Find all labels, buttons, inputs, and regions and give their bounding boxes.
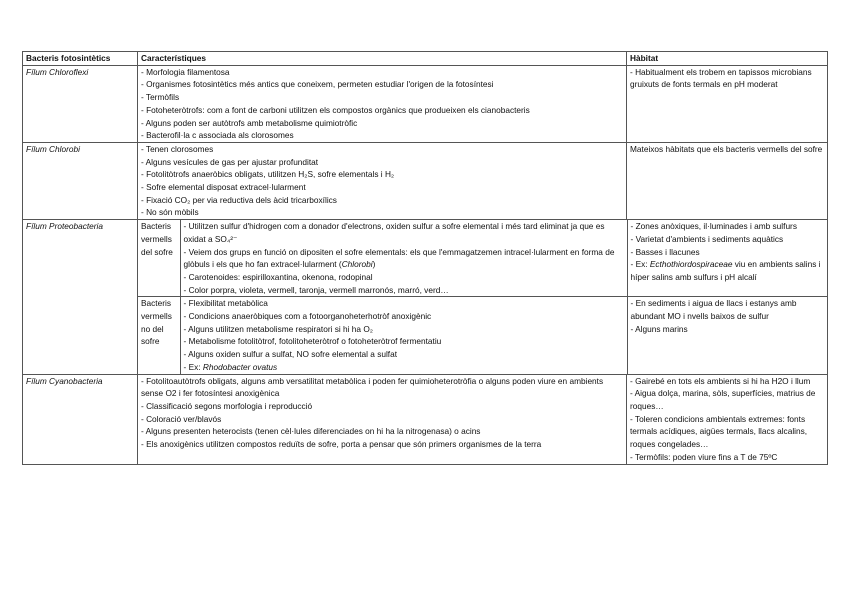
list-item: - Veiem dos grups en funció on dipositen el sofre elementals: els que l'emmagatzemen intracel·lularment en forma de glòbuls i els que ho fan extracel·lularment (Chlorobi)	[183, 246, 615, 270]
list-item: - Metabolisme fotolitòtrof, fotolitoheteròtrof o fotoheteròtrof fermentatiu	[183, 336, 442, 347]
list-item: - Varietat d'ambients i sediments aquàtics	[630, 233, 784, 244]
characteristics-cell	[138, 142, 627, 219]
list-item: - Alguns marins	[630, 323, 688, 334]
list-item: - Zones anòxiques, il·luminades i amb sulfurs	[630, 221, 797, 232]
characteristics-cell	[180, 297, 627, 374]
phylum-name: Fílum Chloroflexi	[23, 65, 138, 142]
list-item: - Sofre elemental disposat extracel·lularment	[141, 182, 306, 193]
list-item: - Condicions anaeròbiques com a fotoorganoheterhotròf anoxigènic	[183, 311, 432, 322]
habitat-cell	[627, 220, 827, 297]
table-row	[23, 142, 828, 219]
phylum-name: Fílum Proteobacteria	[23, 220, 138, 374]
phylum-name: Fílum Chlorobi	[23, 142, 138, 219]
list-item: - Els anoxigènics utilitzen compostos reduïts de sofre, porta a pensar que són primers organismes de la terra	[141, 439, 542, 450]
table-row	[23, 374, 828, 464]
list-item: - No són mòbils	[141, 207, 199, 218]
habitat-cell	[627, 142, 828, 219]
list-item: - Coloració ver/blavós	[141, 413, 222, 424]
list-item: - Aigua dolça, marina, sòls, superfícies, matrius de roques…	[630, 388, 816, 411]
table-row	[23, 220, 828, 374]
list-item: - Alguns utilitzen metabolisme respiratori si hi ha O₂	[183, 323, 374, 334]
list-item: Mateixos hàbitats que els bacteris vermells del sofre	[630, 143, 823, 154]
table-row	[23, 65, 828, 142]
habitat-cell	[627, 374, 828, 464]
list-item: - Toleren condicions ambientals extremes: fonts termals acídiques, aigües termals, llacs alcalins, roques congelades…	[630, 413, 808, 450]
header-bacteria: Bacteris fotosintètics	[23, 52, 138, 66]
subgroup-row	[138, 220, 827, 297]
characteristics-cell	[180, 220, 627, 297]
list-item: - Bacterofil·la c associada als clorosomes	[141, 130, 294, 141]
bacteria-table	[22, 51, 828, 465]
characteristics-cell	[138, 374, 627, 464]
list-item: - Color porpra, violeta, vermell, taronja, vermell marronós, marró, verd…	[183, 284, 449, 295]
list-item: - Flexibilitat metabòlica	[183, 298, 268, 309]
list-item: - Alguns poden ser autòtrofs amb metabolisme quimiotròfic	[141, 117, 358, 128]
list-item: - Fixació CO₂ per via reductiva dels àcid tricarboxílics	[141, 194, 337, 205]
list-item: - Termòfils: poden viure fins a T de 75ºC	[630, 451, 778, 462]
list-item: - Basses i llacunes	[630, 246, 700, 257]
habitat-cell	[627, 65, 828, 142]
list-item: - Organismes fotosintètics més antics que coneixem, permeten estudiar l'origen de la fotosíntesi	[141, 79, 494, 90]
list-item: - Tenen clorosomes	[141, 143, 214, 154]
subgroup-row	[138, 297, 827, 374]
list-item: - Habitualment els trobem en tapissos microbians gruixuts de fonts termals en pH moderat	[630, 66, 812, 90]
list-item: - Alguns presenten heterocists (tenen cèl·lules diferenciades on hi ha la nitrogenasa) o acins	[141, 426, 481, 437]
list-item: - Utilitzen sulfur d'hidrogen com a donador d'electrons, oxiden sulfur a sofre elemental i més tard eliminat ja que es oxidat a SO₄²⁻	[183, 221, 605, 244]
subgroup-label: Bacteris vermells del sofre	[138, 220, 180, 297]
list-item: - Ex: Ecthothiordospiraceae viu en ambients salins i híper salins amb sulfurs i pH alcalí	[630, 259, 821, 282]
habitat-cell	[627, 297, 827, 374]
list-item: - Ex: Rhodobacter ovatus	[183, 361, 278, 372]
list-item: - Morfologia filamentosa	[141, 66, 230, 77]
list-item: - Fotolitòtrofs anaeròbics obligats, utilitzen H₂S, sofre elementals i H₂	[141, 169, 395, 180]
header-characteristics: Característiques	[138, 52, 627, 66]
header-habitat: Hàbitat	[627, 52, 828, 66]
list-item: - Gairebé en tots els ambients si hi ha H2O i llum	[630, 375, 811, 386]
list-item: - Termòfils	[141, 92, 180, 103]
list-item: - Fotoheteròtrofs: com a font de carboni utilitzen els compostos orgànics que produeixen els cianobacteris	[141, 104, 530, 115]
list-item: - Fotolitoautòtrofs obligats, alguns amb versatilitat metabòlica i poden fer quimioheterotròfia o alguns poden viure en ambients sense O2 i fer fotosíntesi anoxigènica	[141, 375, 604, 399]
list-item: - Classificació segons morfologia i reproducció	[141, 400, 313, 411]
proteobacteria-subtable-cell	[138, 220, 828, 374]
phylum-name: Fílum Cyanobacteria	[23, 374, 138, 464]
header-row	[23, 52, 828, 66]
subgroup-label: Bacteris vermells no del sofre	[138, 297, 180, 374]
list-item: - En sediments i aigua de llacs i estanys amb abundant MO i nvells baixos de sulfur	[630, 298, 797, 322]
list-item: - Alguns oxiden sulfur a sulfat, NO sofre elemental a sulfat	[183, 349, 398, 360]
list-item: - Alguns vesícules de gas per ajustar profunditat	[141, 156, 319, 167]
list-item: - Carotenoides: espirilloxantina, okenona, rodopinal	[183, 271, 373, 282]
characteristics-cell	[138, 65, 627, 142]
proteobacteria-subtable	[138, 220, 827, 373]
